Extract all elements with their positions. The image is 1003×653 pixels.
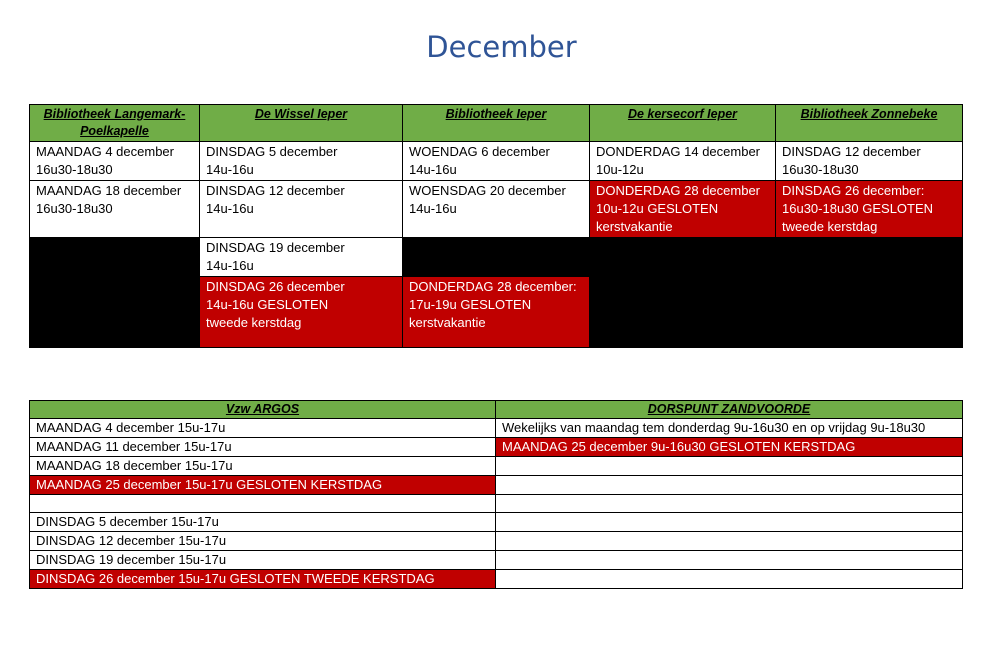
schedule-cell: DINSDAG 5 december 14u-16u [200, 142, 403, 181]
zandvoorde-cell: Wekelijks van maandag tem donderdag 9u-16u30 en op vrijdag 9u-18u30 [496, 419, 963, 438]
schedule-cell: DINSDAG 12 december 16u30-18u30 [776, 142, 963, 181]
closed-cell: DINSDAG 26 december 14u-16u GESLOTEN tweede kerstdag [200, 277, 403, 348]
table-row [30, 238, 963, 277]
header-langemark: Bibliotheek Langemark-Poelkapelle [30, 105, 200, 142]
table-row [30, 476, 963, 495]
blank-cell [403, 238, 590, 277]
closed-cell: DINSDAG 26 december 15u-17u GESLOTEN TWEEDE KERSTDAG [30, 570, 496, 589]
closed-cell: DONDERDAG 28 december 10u-12u GESLOTEN kerstvakantie [590, 181, 776, 238]
header-dorspunt-zandvoorde: DORSPUNT ZANDVOORDE [496, 401, 963, 419]
table-row [30, 551, 963, 570]
zandvoorde-cell [496, 495, 963, 513]
schedule-cell: WOENSDAG 20 december 14u-16u [403, 181, 590, 238]
zandvoorde-cell [496, 532, 963, 551]
table-row [30, 570, 963, 589]
argos-cell: MAANDAG 4 december 15u-17u [30, 419, 496, 438]
argos-cell: DINSDAG 5 december 15u-17u [30, 513, 496, 532]
table-row [30, 457, 963, 476]
table-header-row [30, 401, 963, 419]
schedule-cell: WOENDAG 6 december 14u-16u [403, 142, 590, 181]
argos-cell [30, 495, 496, 513]
table-row [30, 495, 963, 513]
table-row [30, 532, 963, 551]
schedule-cell: DONDERDAG 14 december 10u-12u [590, 142, 776, 181]
page-title: December [426, 30, 577, 64]
argos-cell: DINSDAG 12 december 15u-17u [30, 532, 496, 551]
blank-cell [776, 238, 963, 348]
argos-cell: MAANDAG 11 december 15u-17u [30, 438, 496, 457]
table-row [30, 513, 963, 532]
closed-cell: DONDERDAG 28 december: 17u-19u GESLOTEN kerstvakantie [403, 277, 590, 348]
argos-zandvoorde-table [29, 400, 963, 589]
header-zonnebeke: Bibliotheek Zonnebeke [776, 105, 963, 142]
schedule-cell: DINSDAG 12 december 14u-16u [200, 181, 403, 238]
zandvoorde-cell [496, 513, 963, 532]
table-row [30, 419, 963, 438]
zandvoorde-cell [496, 476, 963, 495]
header-kersecorf: De kersecorf Ieper [590, 105, 776, 142]
blank-cell [590, 238, 776, 348]
argos-cell: MAANDAG 18 december 15u-17u [30, 457, 496, 476]
table-row [30, 142, 963, 181]
blank-cell [30, 238, 200, 348]
header-bibliotheek-ieper: Bibliotheek Ieper [403, 105, 590, 142]
library-schedule-table [29, 104, 963, 348]
schedule-cell: DINSDAG 19 december 14u-16u [200, 238, 403, 277]
schedule-cell: MAANDAG 4 december 16u30-18u30 [30, 142, 200, 181]
zandvoorde-cell [496, 457, 963, 476]
table-row [30, 181, 963, 238]
header-de-wissel: De Wissel Ieper [200, 105, 403, 142]
table-header-row [30, 105, 963, 142]
schedule-cell: MAANDAG 18 december 16u30-18u30 [30, 181, 200, 238]
zandvoorde-cell [496, 570, 963, 589]
table-row [30, 438, 963, 457]
closed-cell: DINSDAG 26 december: 16u30-18u30 GESLOTEN tweede kerstdag [776, 181, 963, 238]
closed-cell: MAANDAG 25 december 9u-16u30 GESLOTEN KERSTDAG [496, 438, 963, 457]
header-vzw-argos: Vzw ARGOS [30, 401, 496, 419]
zandvoorde-cell [496, 551, 963, 570]
argos-cell: DINSDAG 19 december 15u-17u [30, 551, 496, 570]
closed-cell: MAANDAG 25 december 15u-17u GESLOTEN KERSTDAG [30, 476, 496, 495]
